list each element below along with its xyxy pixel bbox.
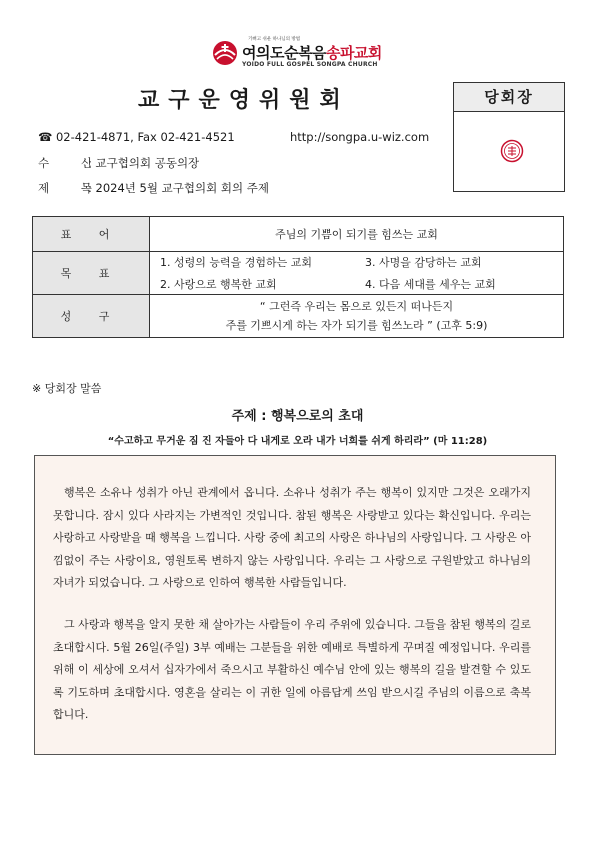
recipient-value: : 교구협의회 공동의장 (88, 156, 200, 170)
table-row (33, 217, 564, 252)
goal-item: 2. 사랑으로 행복한 교회 (160, 278, 277, 291)
contact-line (38, 130, 430, 144)
motto-label: 표 어 (33, 217, 150, 252)
verse-line-1: “ 그런즉 우리는 몸으로 있든지 떠나든지 (259, 300, 454, 313)
goal-item: 4. 다음 세대를 세우는 교회 (365, 278, 496, 291)
recipient-line (38, 155, 199, 171)
approval-label: 당회장 (454, 83, 564, 112)
message-paragraph-1: 행복은 소유나 성취가 아닌 관계에서 옵니다. 소유나 성취가 주는 행복이 있지만 그것은 오래가지 못합니다. 잠시 있다 사라지는 가변적인 것입니다. 참된 행복은 사랑받고 있다는 확신입니다. 우리는 사랑하고 사랑받을 때 행복을 느낍니다. 사랑 중에 최고의 사랑은 하나님의 사랑입니다. 그 사랑은 아낌없이 주는 사랑이요, 영원토록 변하지 않는 사랑입니다. 우리는 그 사랑으로 구원받았고 하나님의 자녀가 되었습니다. 그 사랑으로 인하여 행복한 사람들입니다. (53, 486, 531, 589)
theme-verse: “수고하고 무거운 짐 진 자들아 다 내게로 오라 내가 너희를 쉬게 하리라” (마 11:28) (107, 436, 488, 447)
document-title: 교구운영위원회 (138, 87, 350, 113)
section-label: ※ 당회장 말씀 (32, 382, 102, 395)
church-info-table (32, 216, 564, 338)
message-theme: 주제 : 행복으로의 초대 (231, 409, 364, 424)
verse-label: 성 구 (33, 295, 150, 338)
subject-value: : 2024년 5월 교구협의회 회의 주제 (88, 181, 269, 195)
verse-cell (150, 295, 564, 338)
recipient-label: 수 신 (38, 156, 106, 170)
table-row (33, 252, 564, 295)
table-row (33, 295, 564, 338)
approval-box (453, 82, 565, 192)
goals-label: 목 표 (33, 252, 150, 295)
goal-item: 3. 사명을 감당하는 교회 (365, 256, 482, 269)
phone-fax: 02-421-4871, Fax 02-421-4521 (55, 130, 235, 144)
goals-cell (150, 252, 564, 295)
church-name-english: YOIDO FULL GOSPEL SONGPA CHURCH (242, 61, 378, 68)
message-paragraph-2: 그 사랑과 행복을 알지 못한 채 살아가는 사람들이 우리 주위에 있습니다. 그들을 참된 행복의 길로 초대합시다. 5월 26일(주일) 3부 예배는 그분들을 위한 예배로 특별하게 꾸며질 예정입니다. 우리를 위해 이 세상에 오셔서 십자가에서 죽으시고 부활하신 예수님 안에 있는 행복의 길을 발견할 수 있도록 기도하며 초대합시다. 영혼을 살리는 이 귀한 일에 아름답게 쓰임 받으시길 주님의 이름으로 축복합니다. (53, 618, 531, 721)
goal-item: 1. 성령의 능력을 경험하는 교회 (160, 256, 312, 269)
red-seal-stamp-icon (500, 139, 524, 163)
church-logo (212, 36, 392, 72)
phone-icon: ☎ (38, 130, 53, 144)
church-name: 여의도순복음송파교회 (242, 44, 382, 62)
subject-line (38, 180, 269, 196)
motto-text: 주님의 기쁨이 되기를 힘쓰는 교회 (150, 217, 564, 252)
logo-tagline: 기뻐고 쉬운 하나님의 방법 (248, 37, 301, 42)
subject-label: 제 목 (38, 181, 106, 195)
church-emblem-icon (212, 40, 238, 66)
message-box (34, 455, 556, 755)
website-url: http://songpa.u-wiz.com (290, 130, 430, 144)
verse-line-2: 주를 기쁘시게 하는 자가 되기를 힘쓰노라 ” (고후 5:9) (225, 319, 488, 332)
